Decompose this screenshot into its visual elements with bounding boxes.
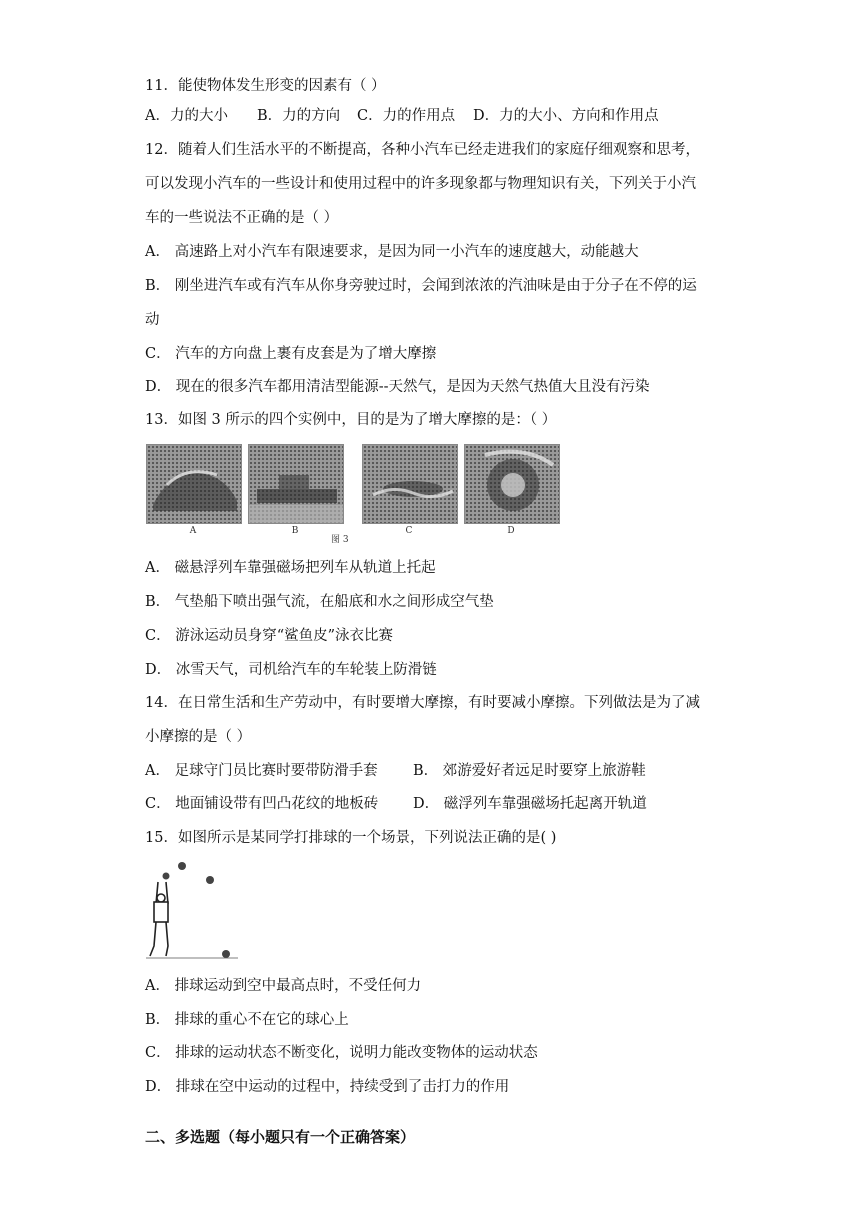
boat-image [249, 445, 343, 523]
q12-stem-line1: 12．随着人们生活水平的不断提高，各种小汽车已经走进我们的家庭仔细观察和思考， [145, 142, 700, 158]
figure-3-label-d: D [507, 526, 515, 536]
q14-stem-line1: 14．在日常生活和生产劳动中，有时要增大摩擦，有时要减小摩擦。下列做法是为了减 [145, 695, 700, 711]
ball-3 [163, 873, 170, 880]
q15-option-c: C． 排球的运动状态不断变化，说明力能改变物体的运动状态 [145, 1045, 538, 1061]
q12-option-b-cont: 动 [145, 312, 160, 328]
q12-option-b: B． 刚坐进汽车或有汽车从你身旁驶过时，会闻到浓浓的汽油味是由于分子在不停的运 [145, 278, 697, 294]
q13-stem: 13．如图 3 所示的四个实例中，目的是为了增大摩擦的是：（ ） [145, 412, 557, 428]
figure-3-label-b: B [291, 526, 299, 536]
q15-option-a: A． 排球运动到空中最高点时，不受任何力 [145, 978, 422, 994]
q11-options [145, 106, 659, 126]
ball-2 [206, 876, 214, 884]
figure-3-photo-a [146, 444, 242, 524]
volleyball-figure [146, 858, 238, 962]
q12-option-d: D． 现在的很多汽车都用清洁型能源--天然气，是因为天然气热值大且没有污染 [145, 379, 650, 395]
q14-option-d: D． 磁浮列车靠强磁场托起离开轨道 [413, 796, 647, 812]
figure-3 [146, 444, 562, 544]
figure-3-photo-b [248, 444, 344, 524]
q11-stem: 11．能使物体发生形变的因素有（ ） [145, 78, 386, 94]
swimmer-image [363, 445, 457, 523]
q14-option-c: C． 地面铺设带有凹凸花纹的地板砖 [145, 796, 379, 812]
q14-option-a: A． 足球守门员比赛时要带防滑手套 [145, 763, 378, 779]
section-2-title: 二、多选题（每小题只有一个正确答案） [145, 1128, 416, 1146]
q11-option-d: D．力的大小、方向和作用点 [473, 108, 659, 124]
q13-option-c: C． 游泳运动员身穿“鲨鱼皮”泳衣比赛 [145, 628, 394, 644]
q13-option-d: D． 冰雪天气，司机给汽车的车轮装上防滑链 [145, 662, 437, 678]
tire-chain-image [465, 445, 559, 523]
q15-option-b: B． 排球的重心不在它的球心上 [145, 1012, 349, 1028]
q11-option-a: A．力的大小 [145, 108, 228, 124]
q14-option-b: B． 郊游爱好者远足时要穿上旅游鞋 [413, 763, 646, 779]
q14-options-row1 [145, 761, 646, 781]
figure-3-label-a: A [189, 526, 197, 536]
q13-option-a: A． 磁悬浮列车靠强磁场把列车从轨道上托起 [145, 560, 436, 576]
q12-option-c: C． 汽车的方向盘上裹有皮套是为了增大摩擦 [145, 346, 437, 362]
q12-option-a: A． 高速路上对小汽车有限速要求，是因为同一小汽车的速度越大，动能越大 [145, 244, 639, 260]
ball-1 [178, 862, 186, 870]
q14-stem-line2: 小摩擦的是（ ） [145, 729, 252, 745]
q13-option-b: B． 气垫船下喷出强气流，在船底和水之间形成空气垫 [145, 594, 494, 610]
q11-option-c: C．力的作用点 [357, 108, 456, 124]
ball-4 [222, 950, 230, 958]
figure-3-photo-c [362, 444, 458, 524]
q11-option-b: B．力的方向 [257, 108, 341, 124]
q12-stem-line3: 车的一些说法不正确的是（ ） [145, 210, 339, 226]
q15-option-d: D． 排球在空中运动的过程中，持续受到了击打力的作用 [145, 1079, 510, 1095]
q15-stem: 15．如图所示是某同学打排球的一个场景，下列说法正确的是( ) [145, 830, 557, 846]
figure-3-photo-d [464, 444, 560, 524]
figure-3-caption: 图 3 [331, 535, 349, 545]
figure-3-label-c: C [405, 526, 413, 536]
player-figure [150, 882, 168, 956]
q14-options-row2 [145, 794, 647, 814]
car-image [147, 445, 241, 523]
q12-stem-line2: 可以发现小汽车的一些设计和使用过程中的许多现象都与物理知识有关，下列关于小汽 [145, 176, 696, 192]
